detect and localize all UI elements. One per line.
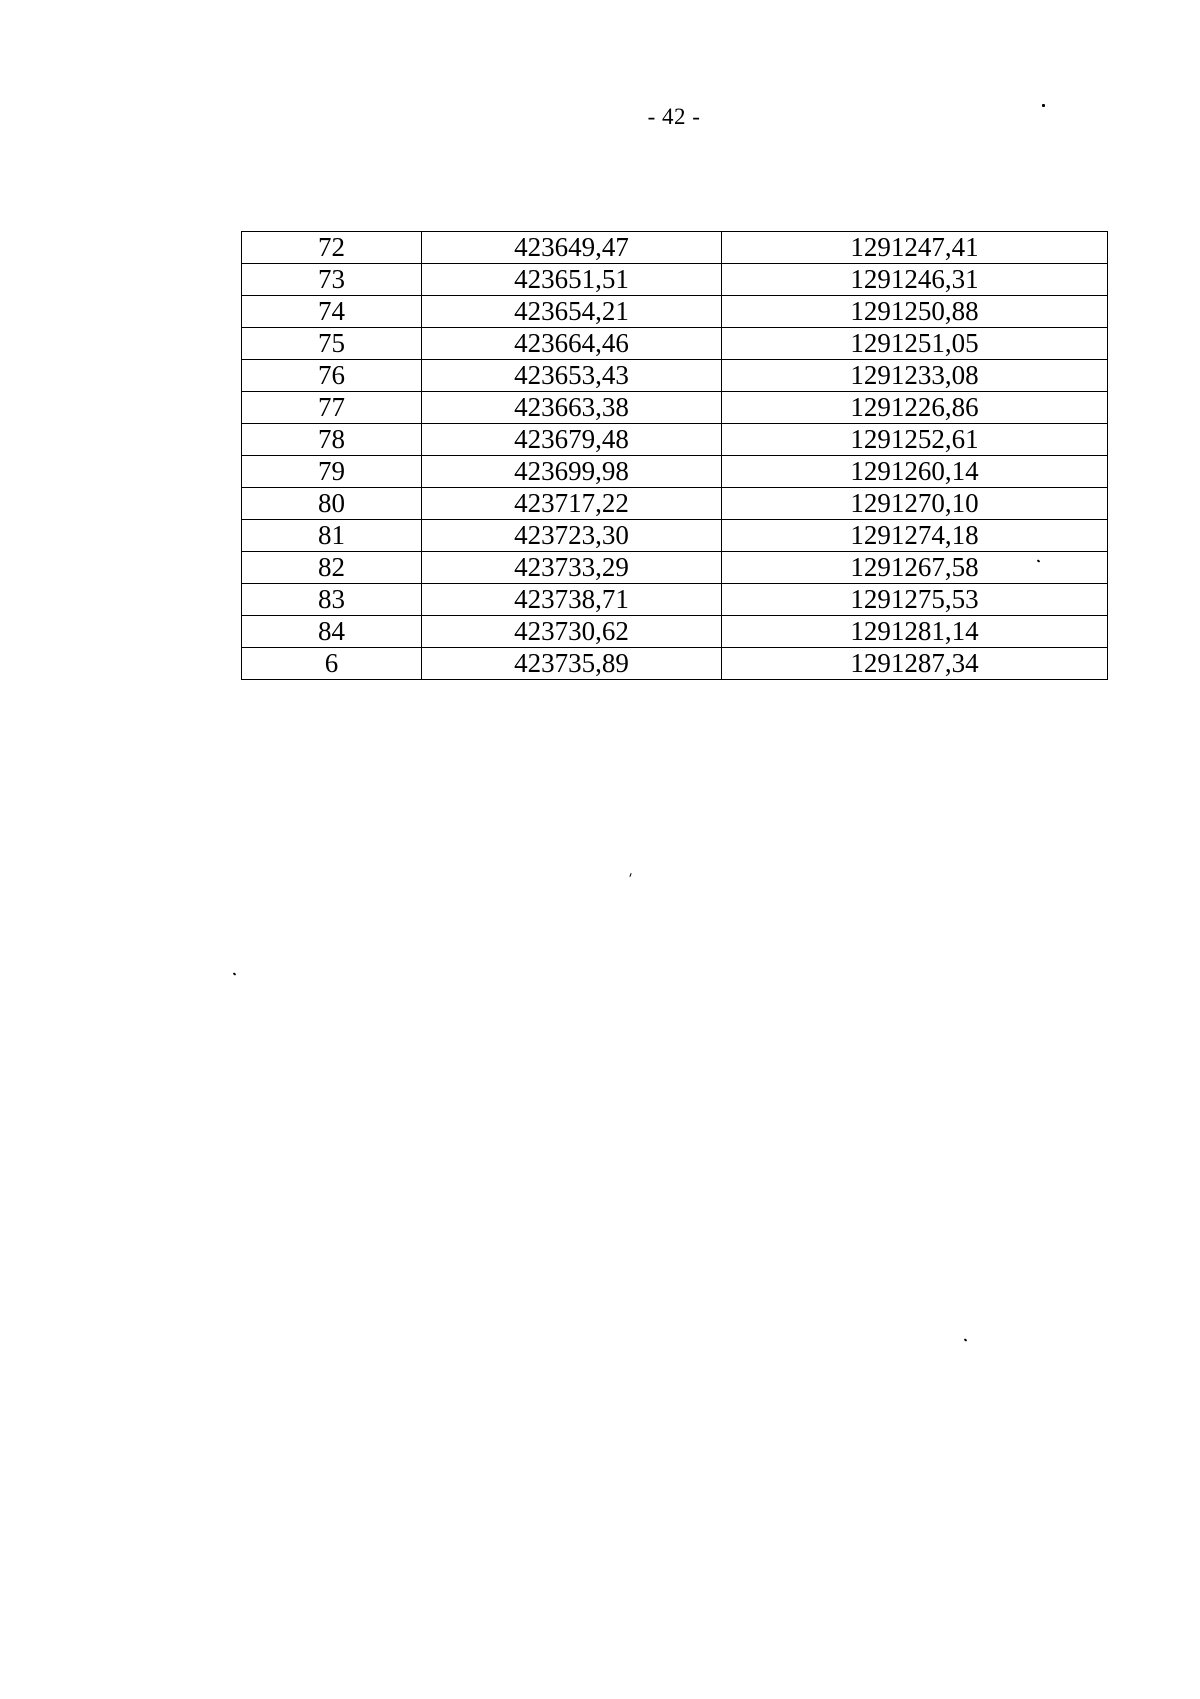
point-number-cell: 75 [242, 328, 422, 360]
y-coordinate-cell: 1291251,05 [722, 328, 1108, 360]
y-coordinate-cell: 1291233,08 [722, 360, 1108, 392]
y-coordinate-cell: 1291247,41 [722, 232, 1108, 264]
table-row [242, 520, 1108, 552]
x-coordinate-cell: 423723,30 [422, 520, 722, 552]
y-coordinate-cell: 1291250,88 [722, 296, 1108, 328]
x-coordinate-cell: 423653,43 [422, 360, 722, 392]
x-coordinate-cell: 423717,22 [422, 488, 722, 520]
table-row [242, 360, 1108, 392]
x-coordinate-cell: 423699,98 [422, 456, 722, 488]
point-number-cell: 79 [242, 456, 422, 488]
table-row [242, 264, 1108, 296]
y-coordinate-cell: 1291252,61 [722, 424, 1108, 456]
x-coordinate-cell: 423664,46 [422, 328, 722, 360]
y-coordinate-cell: 1291260,14 [722, 456, 1108, 488]
point-number-cell: 74 [242, 296, 422, 328]
point-number-cell: 80 [242, 488, 422, 520]
table-row [242, 232, 1108, 264]
point-number-cell: 82 [242, 552, 422, 584]
y-coordinate-cell: 1291270,10 [722, 488, 1108, 520]
y-coordinate-cell: 1291226,86 [722, 392, 1108, 424]
table-row [242, 616, 1108, 648]
point-number-cell: 72 [242, 232, 422, 264]
x-coordinate-cell: 423651,51 [422, 264, 722, 296]
point-number-cell: 73 [242, 264, 422, 296]
x-coordinate-cell: 423735,89 [422, 648, 722, 680]
x-coordinate-cell: 423738,71 [422, 584, 722, 616]
x-coordinate-cell: 423730,62 [422, 616, 722, 648]
scan-speck [233, 972, 237, 975]
point-number-cell: 78 [242, 424, 422, 456]
table-row [242, 328, 1108, 360]
x-coordinate-cell: 423733,29 [422, 552, 722, 584]
y-coordinate-cell: 1291246,31 [722, 264, 1108, 296]
y-coordinate-cell: 1291287,34 [722, 648, 1108, 680]
table-row [242, 424, 1108, 456]
point-number-cell: 81 [242, 520, 422, 552]
scan-speck [629, 873, 631, 877]
y-coordinate-cell: 1291274,18 [722, 520, 1108, 552]
scan-speck [1042, 104, 1045, 107]
y-coordinate-cell: 1291281,14 [722, 616, 1108, 648]
coordinates-table [241, 231, 1108, 680]
y-coordinate-cell: 1291267,58 [722, 552, 1108, 584]
table-row [242, 552, 1108, 584]
point-number-cell: 6 [242, 648, 422, 680]
table-row [242, 456, 1108, 488]
scan-speck [964, 1338, 968, 1341]
page-number: - 42 - [647, 104, 701, 129]
table-row [242, 648, 1108, 680]
x-coordinate-cell: 423679,48 [422, 424, 722, 456]
table-row [242, 584, 1108, 616]
x-coordinate-cell: 423649,47 [422, 232, 722, 264]
x-coordinate-cell: 423654,21 [422, 296, 722, 328]
point-number-cell: 76 [242, 360, 422, 392]
point-number-cell: 83 [242, 584, 422, 616]
point-number-cell: 84 [242, 616, 422, 648]
x-coordinate-cell: 423663,38 [422, 392, 722, 424]
table-row [242, 296, 1108, 328]
table-row [242, 488, 1108, 520]
y-coordinate-cell: 1291275,53 [722, 584, 1108, 616]
point-number-cell: 77 [242, 392, 422, 424]
table-row [242, 392, 1108, 424]
